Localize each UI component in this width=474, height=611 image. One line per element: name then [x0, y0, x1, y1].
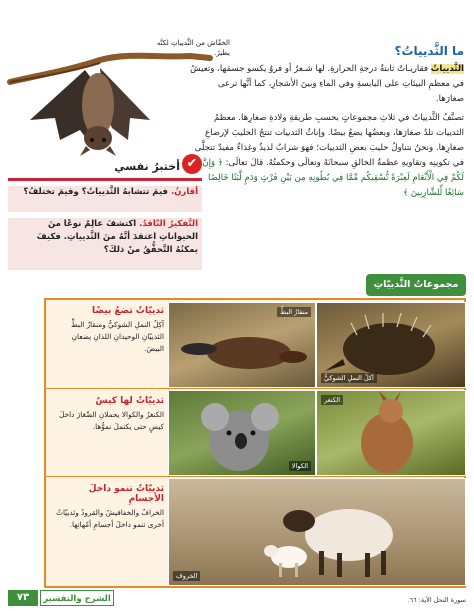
sheep-image: [169, 479, 465, 585]
kangaroo-label: الكنغر: [321, 395, 343, 405]
question-compare-text: [8, 186, 202, 199]
question-critical-thinking: [8, 218, 202, 270]
question-critical-body: اكتشفَ عالِمٌ نوعًا منَ الحيواناتِ اعتقدَ أنَّهُ منَ الثَّديياتِ. فكيفَ يمكنُهُ التَّحقُّقُ منْ ذلكَ؟: [36, 219, 198, 255]
question-compare: [8, 186, 202, 212]
group-marsupials: [56, 396, 164, 433]
bat-caption: الخفّاش من الثَّديياتِ لكنَّه يطيرُ.: [156, 39, 230, 57]
footnote: سورة النحل الآية: ٦٦.: [407, 596, 466, 604]
groups-header: مجموعاتُ الثَّدييّاتِ: [366, 274, 466, 296]
koala-label: الكوالا: [289, 461, 311, 471]
quran-verse: ﴿ وَإِنَّ لَكُمْ فِي الْأَنْعَامِ لَعِبْرَةً نُّسْقِيكُم مِّمَّا فِي بُطُونِهِ مِن بَيْنِ فَرْثٍ وَدَمٍ لَّبَنًا خَالِصًا سَائِغًا لِّلشَّارِبِينَ ﴾: [202, 158, 464, 198]
paragraph-1-text: فقاريـاتٌ ثابتةُ درجةِ الحرارةِ. لها شـعرٌ أو فروٌ يكسو جسمَها، وتعيشُ في معظمِ البيئاتِ على اليابسةِ وفي الماءِ وبينَ الأشجارِ، كما أنَّها ترعى صغارَها.: [190, 64, 464, 104]
group-placental: [56, 484, 164, 531]
group-marsupials-desc: الكنغرُ والكوالا يحملانِ الصِّغارَ داخلَ كيسٍ حتى يكتملَ نموُّها.: [59, 410, 164, 431]
page-number: ٧٣: [8, 590, 38, 606]
sheep-photo: [168, 478, 466, 586]
sheep-label: الخروف: [173, 571, 200, 581]
question-compare-label: أقارنُ.: [170, 187, 198, 197]
question-critical-text: [8, 218, 202, 257]
koala-photo: [168, 390, 316, 476]
group-egg-laying-desc: آكِلُ النملِ الشوكيُّ ومنقارُ البطِّ الثدييّانِ الوحيدانِ اللذانِ يضعانِ البيضَ.: [70, 320, 164, 353]
section-name: الشرح والتفسير: [40, 590, 114, 606]
paragraph-2: [188, 111, 464, 201]
echidna-photo: [316, 302, 466, 388]
quiz-divider: [8, 178, 202, 181]
group-egg-laying: [56, 306, 164, 355]
question-critical-label: التَّفكيرُ النّاقدُ.: [139, 219, 198, 229]
group-egg-laying-title: ثدييّاتٌ تضعُ بيضًا: [91, 306, 164, 316]
paragraph-1: [188, 62, 464, 107]
kangaroo-photo: [316, 390, 466, 476]
echidna-label: آكلُ النملِ الشوكيُّ: [321, 373, 377, 383]
group-placental-desc: الخرافُ والخفافيشُ والقرودُ وثدييّاتٌ أخرى تنمو داخلَ أجسامِ أمّهاتِها.: [56, 508, 164, 529]
group-marsupials-title: ثدييّاتٌ لها كيسٌ: [95, 396, 164, 406]
mammal-groups-grid: [44, 298, 466, 588]
question-compare-body: فيمَ تتشابهُ الثَّديياتُ؟ وفيمَ تختلفُ؟: [23, 187, 171, 197]
row-divider: [46, 476, 464, 477]
group-placental-title: ثدييّاتٌ تنمو داخلَ الأجسامِ: [88, 484, 164, 504]
row-divider: [46, 388, 464, 389]
platypus-label: منقارُ البطِّ: [277, 307, 311, 317]
section-title: [332, 44, 464, 58]
term-mammals: الثَّديياتُ: [430, 64, 464, 74]
checkmark-icon: ✔: [182, 154, 202, 174]
body-text: [188, 62, 464, 205]
section-title-text: ما الثَّديياتُ؟: [394, 44, 464, 58]
quiz-title: أختبرُ نفسي: [114, 160, 180, 173]
platypus-photo: [168, 302, 316, 388]
paragraph-2-text: تصنَّفُ الثَّديياتُ في ثلاثِ مجموعاتٍ بحسبِ طريقةِ ولادةِ صغارِها. معظمُ الثدييات تلدُ صغارَها، وبعضُها يضعُ بيضًا. وإناثُ الثدييات تنتجُ الحليبَ لإرضاعِ صغارِها. ونحنُ نتناولُ حليبَ بعضِ الثدييات؛ فهوَ شرابٌ لذيذٌ وغذاءٌ مفيدٌ تتجلَّى في تكوينِه وتقاويهِ عظمةُ الخالقِ سبحانَهُ وتعالَى وحكمتُهُ. قالَ تعالَى:: [194, 113, 464, 168]
